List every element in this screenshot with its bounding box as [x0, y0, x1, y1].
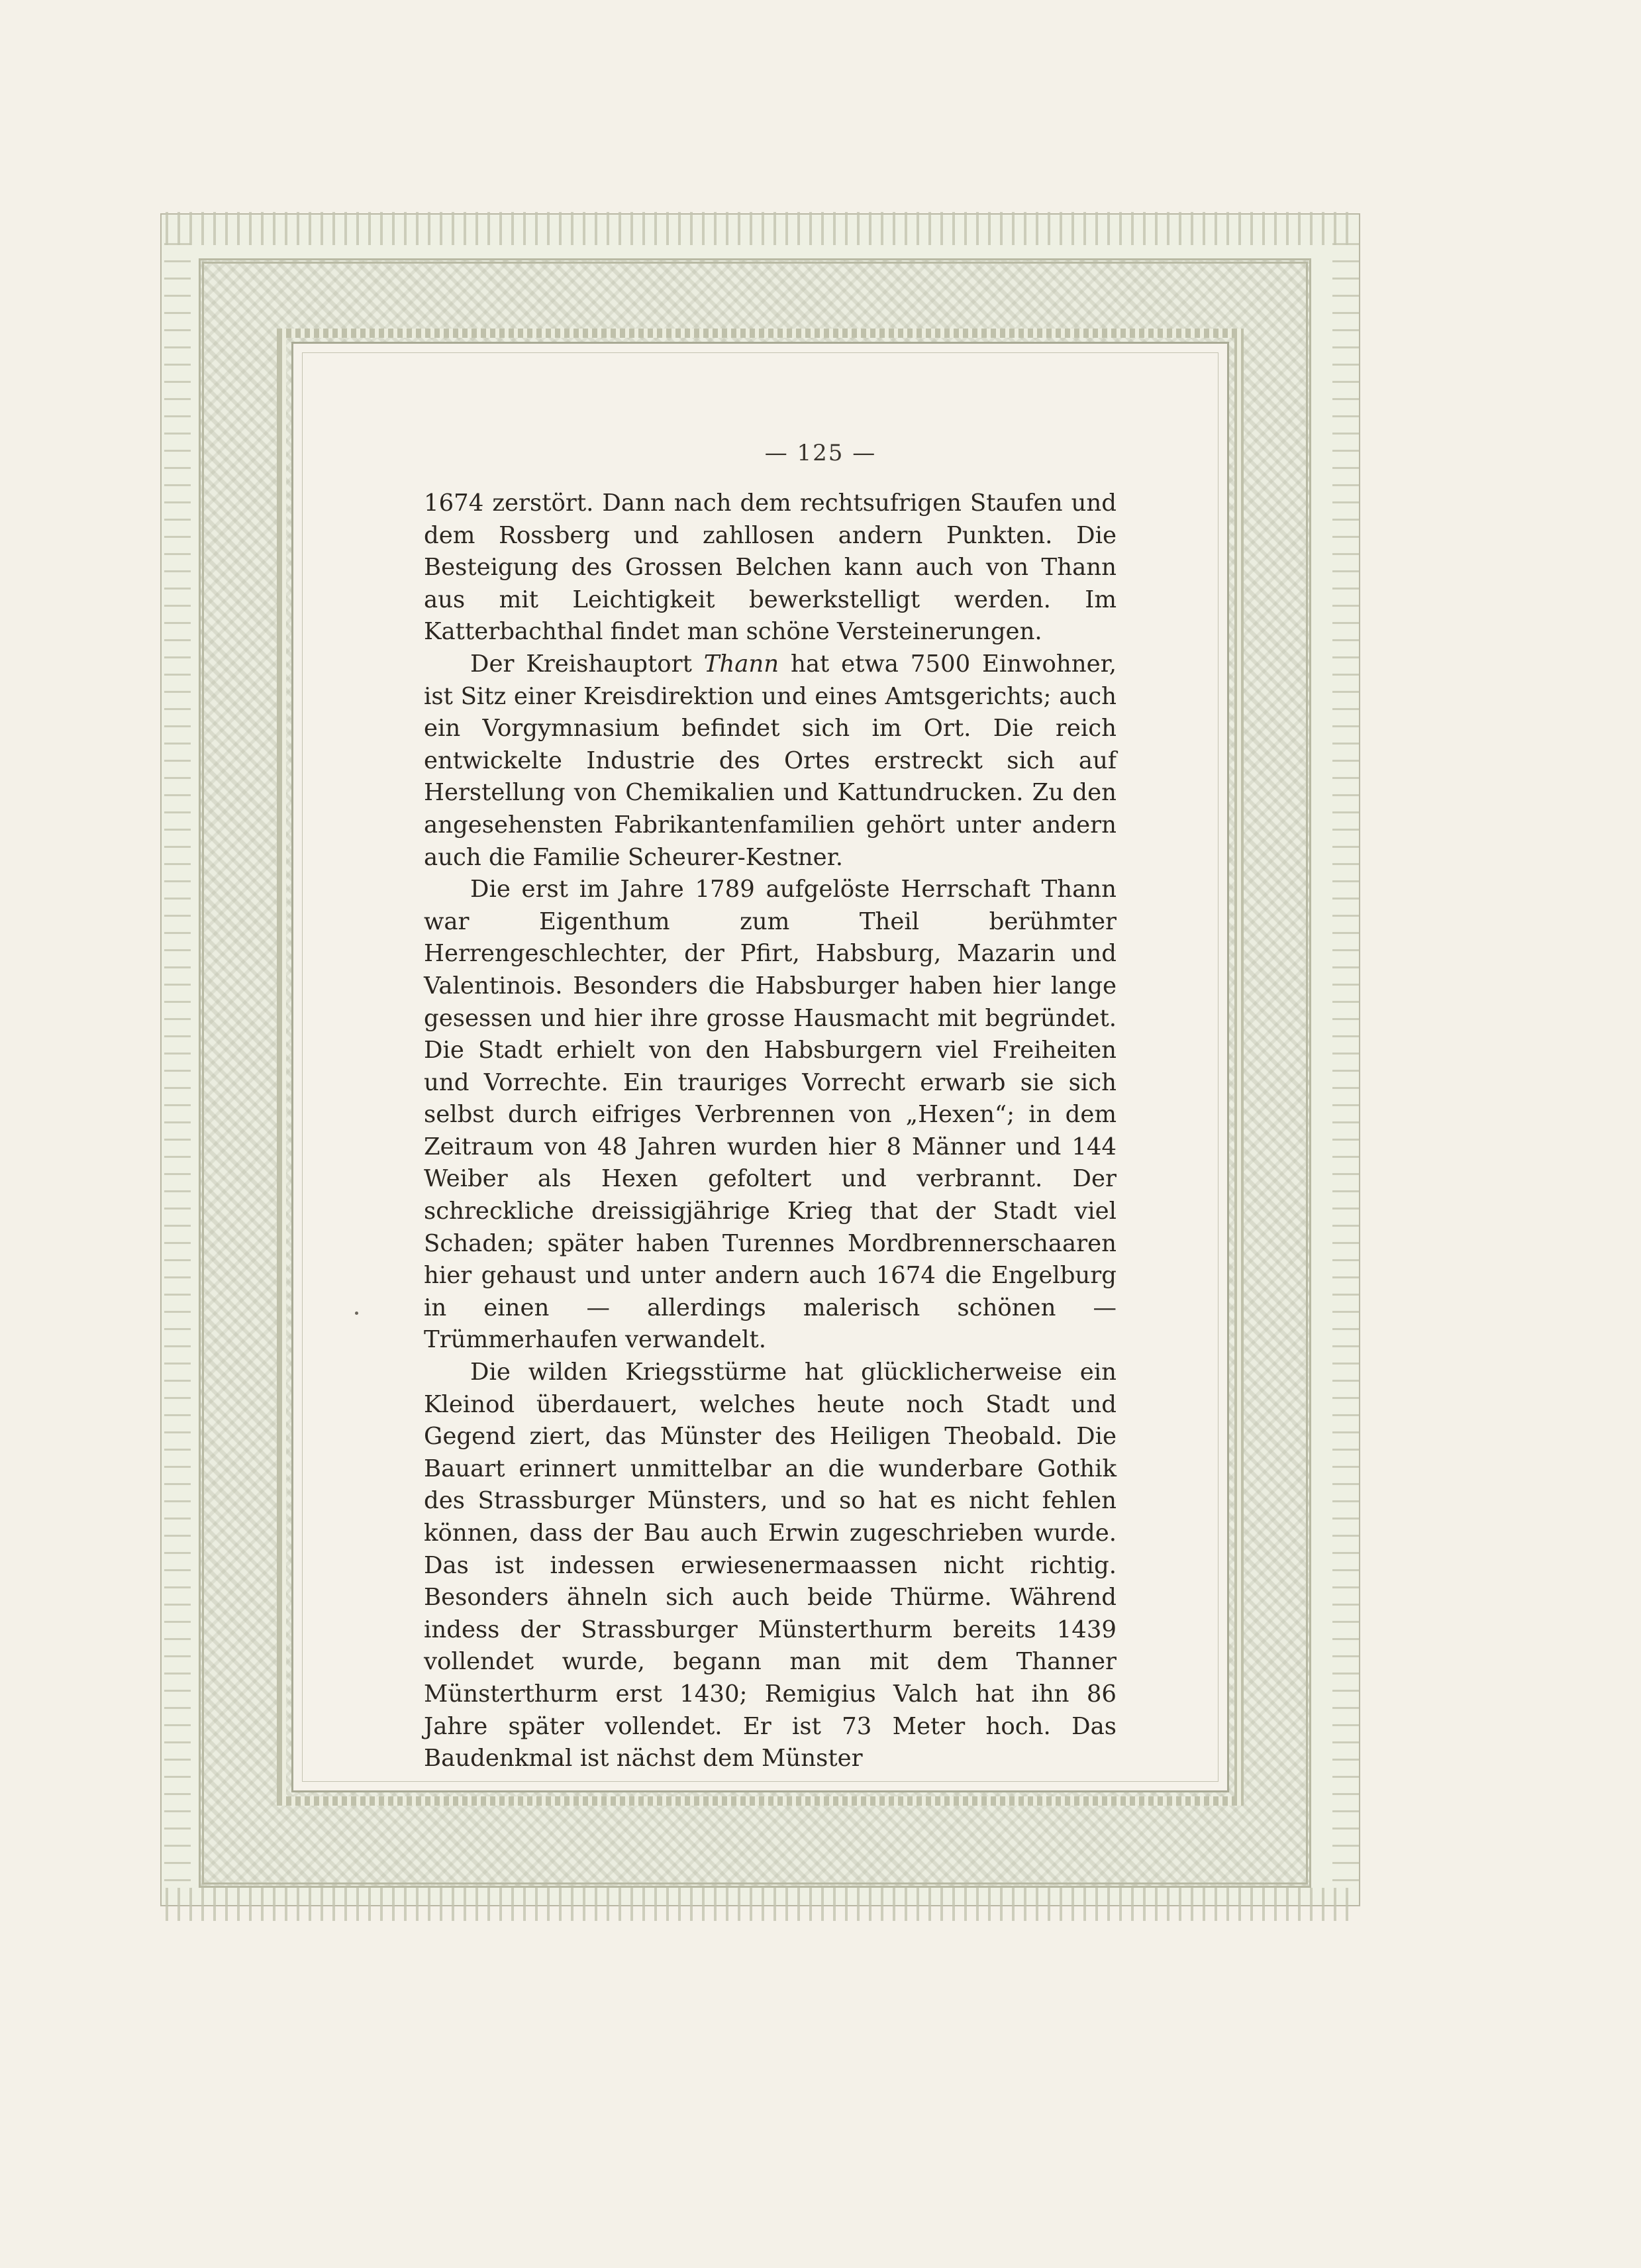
body-text	[424, 488, 1117, 1775]
paragraph-2-before: Der Kreishauptort	[470, 650, 704, 678]
ink-speck	[355, 1312, 358, 1315]
frame-fringe-bottom	[166, 1888, 1351, 1921]
page-number: — 125 —	[764, 440, 877, 466]
place-name-thann: Thann	[703, 650, 779, 678]
paragraph-3: Die erst im Jahre 1789 aufgelöste Herrschaft Thann war Eigenthum zum Theil berühmter Herrengeschlechter, der Pfirt, Habsburg, Mazarin und Valentinois. Besonders die Habsburger haben hier lange gesessen und hier ihre grosse Hausmacht mit begründet. Die Stadt erhielt von den Habsburgern viel Freiheiten und Vorrechte. Ein trauriges Vorrecht erwarb sie sich selbst durch eifriges Verbrennen von „Hexen“; in dem Zeitraum von 48 Jahren wurden hier 8 Männer und 144 Weiber als Hexen gefoltert und verbrannt. Der schreckliche dreissigjährige Krieg that der Stadt viel Schaden; später haben Turennes Mordbrennerschaaren hier gehaust und unter andern auch 1674 die Engelburg in einen — allerdings malerisch schönen — Trümmerhaufen verwandelt.	[424, 876, 1117, 1354]
frame-fringe-right	[1332, 238, 1359, 1881]
paragraph-1: 1674 zerstört. Dann nach dem rechtsufrigen Staufen und dem Rossberg und zahllosen andern Punkten. Die Besteigung des Grossen Belchen kann auch von Thann aus mit Leichtigkeit bewerkstelligt werden. Im Katterbachthal findet man schöne Versteinerungen.	[424, 490, 1117, 646]
paragraph-2	[424, 648, 1117, 874]
paragraph-4: Die wilden Kriegsstürme hat glücklicherweise ein Kleinod überdauert, welches heute noch Stadt und Gegend ziert, das Münster des Heiligen Theobald. Die Bauart erinnert unmittelbar an die wunderbare Gothik des Strassburger Münsters, und so hat es nicht fehlen können, dass der Bau auch Erwin zugeschrieben wurde. Das ist indessen erwiesenermaassen nicht richtig. Besonders ähneln sich auch beide Thürme. Während indess der Strassburger Münsterthurm bereits 1439 vollendet wurde, begann man mit dem Thanner Münsterthurm erst 1430; Remigius Valch hat ihn 86 Jahre später vollendet. Er ist 73 Meter hoch. Das Baudenkmal ist nächst dem Münster	[424, 1359, 1117, 1773]
frame-fringe-left	[164, 238, 191, 1881]
paragraph-2-after: hat etwa 7500 Einwohner, ist Sitz einer Kreisdirektion und eines Amtsgerichts; auch ein Vorgymnasium befindet sich im Ort. Die reich entwickelte Industrie des Ortes erstreckt sich auf Herstellung von Chemikalien und Kattundrucken. Zu den angesehensten Fabrikantenfamilien gehört unter andern auch die Familie Scheurer-Kestner.	[424, 650, 1117, 871]
frame-fringe-top	[166, 212, 1351, 245]
